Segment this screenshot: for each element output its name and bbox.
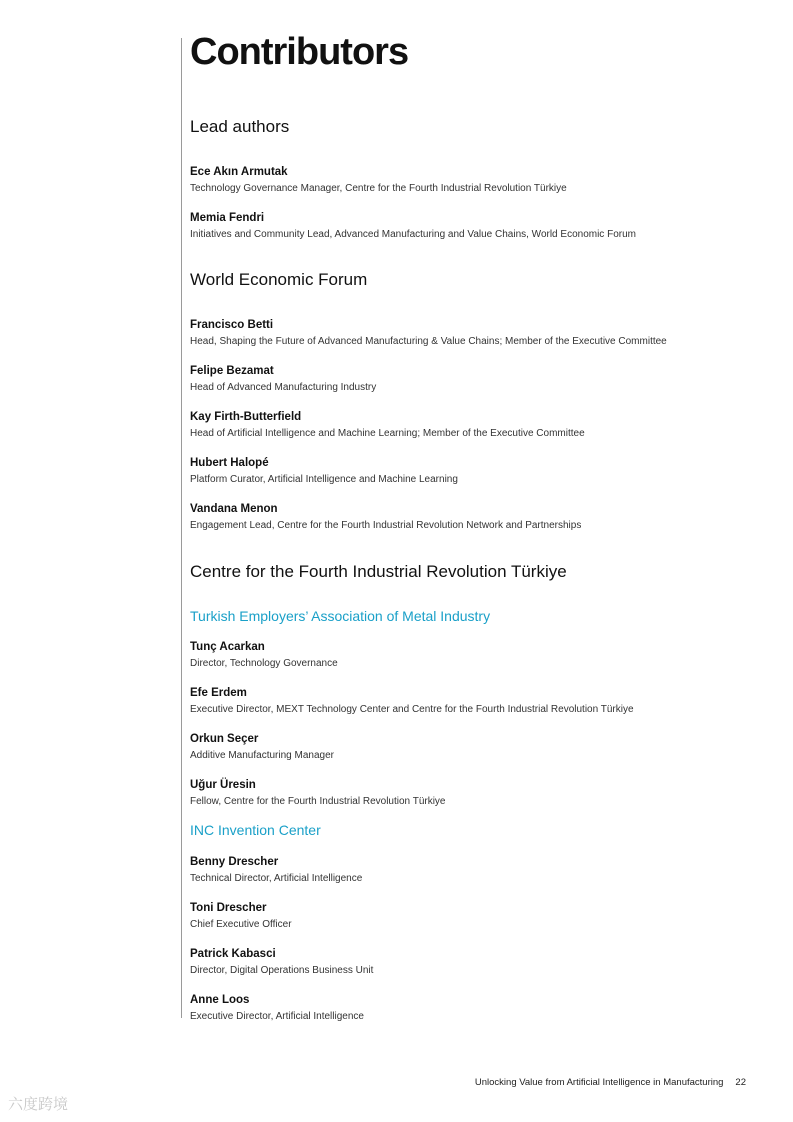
contributor-name: Ece Akın Armutak [190,166,288,178]
contributor-name: Efe Erdem [190,687,247,699]
contributor-entry [190,502,780,533]
contributor-entry [190,901,780,932]
contributor-role: Chief Executive Officer [190,919,292,930]
page-number: 22 [735,1077,746,1088]
contributor-name: Tunç Acarkan [190,641,265,653]
contributor-name: Vandana Menon [190,503,278,515]
contributor-role: Technical Director, Artificial Intelligence [190,873,363,884]
contributor-entry [190,456,780,487]
org-title-inc-invention-center: INC Invention Center [190,822,321,838]
contributor-name: Hubert Halopé [190,457,269,469]
contributor-entry [190,410,780,441]
contributor-role: Technology Governance Manager, Centre for the Fourth Industrial Revolution Türkiye [190,183,567,194]
contributor-entry [190,165,780,196]
contributor-name: Anne Loos [190,994,250,1006]
contributor-name: Felipe Bezamat [190,365,274,377]
contributor-role: Head of Advanced Manufacturing Industry [190,382,377,393]
vertical-rule [181,38,182,1018]
contributor-role: Platform Curator, Artificial Intelligence and Machine Learning [190,474,458,485]
contributor-role: Additive Manufacturing Manager [190,750,334,761]
contributor-entry [190,686,780,717]
contributor-name: Patrick Kabasci [190,948,276,960]
contributor-entry [190,732,780,763]
contributor-role: Initiatives and Community Lead, Advanced Manufacturing and Value Chains, World Economic Forum [190,229,636,240]
section-title-c4ir: Centre for the Fourth Industrial Revolution Türkiye [190,562,567,581]
contributor-role: Executive Director, Artificial Intelligence [190,1011,364,1022]
contributor-role: Head of Artificial Intelligence and Machine Learning; Member of the Executive Committee [190,428,585,439]
contributor-name: Kay Firth-Butterfield [190,411,302,423]
section-title-wef: World Economic Forum [190,270,368,289]
watermark: 六度跨境 [8,1096,69,1113]
page-footer [475,1077,746,1089]
contributor-role: Head, Shaping the Future of Advanced Manufacturing & Value Chains; Member of the Executive Committee [190,336,667,347]
footer-report-title: Unlocking Value from Artificial Intelligence in Manufacturing [474,1077,724,1088]
contributor-name: Uğur Üresin [190,779,256,791]
contributor-role: Executive Director, MEXT Technology Center and Centre for the Fourth Industrial Revolution Türkiye [190,704,634,715]
contributor-role: Director, Technology Governance [190,658,338,669]
contributor-entry [190,318,780,349]
org-title-metal-industry: Turkish Employers’ Association of Metal Industry [190,608,491,624]
contributor-name: Benny Drescher [190,856,279,868]
contributor-entry [190,778,780,809]
contributor-name: Toni Drescher [190,902,267,914]
contributor-entry [190,855,780,886]
contributor-entry [190,211,780,242]
contributor-entry [190,364,780,395]
contributor-role: Director, Digital Operations Business Unit [190,965,374,976]
contributor-entry [190,947,780,978]
contributor-entry [190,640,780,671]
contributor-name: Francisco Betti [190,319,274,331]
contributor-name: Memia Fendri [190,212,265,224]
contributor-entry [190,993,780,1024]
contributor-name: Orkun Seçer [190,733,259,745]
contributor-role: Fellow, Centre for the Fourth Industrial Revolution Türkiye [190,796,446,807]
page-title: Contributors [190,31,409,73]
contributor-role: Engagement Lead, Centre for the Fourth Industrial Revolution Network and Partnerships [190,520,582,531]
section-title-lead-authors: Lead authors [190,117,290,136]
